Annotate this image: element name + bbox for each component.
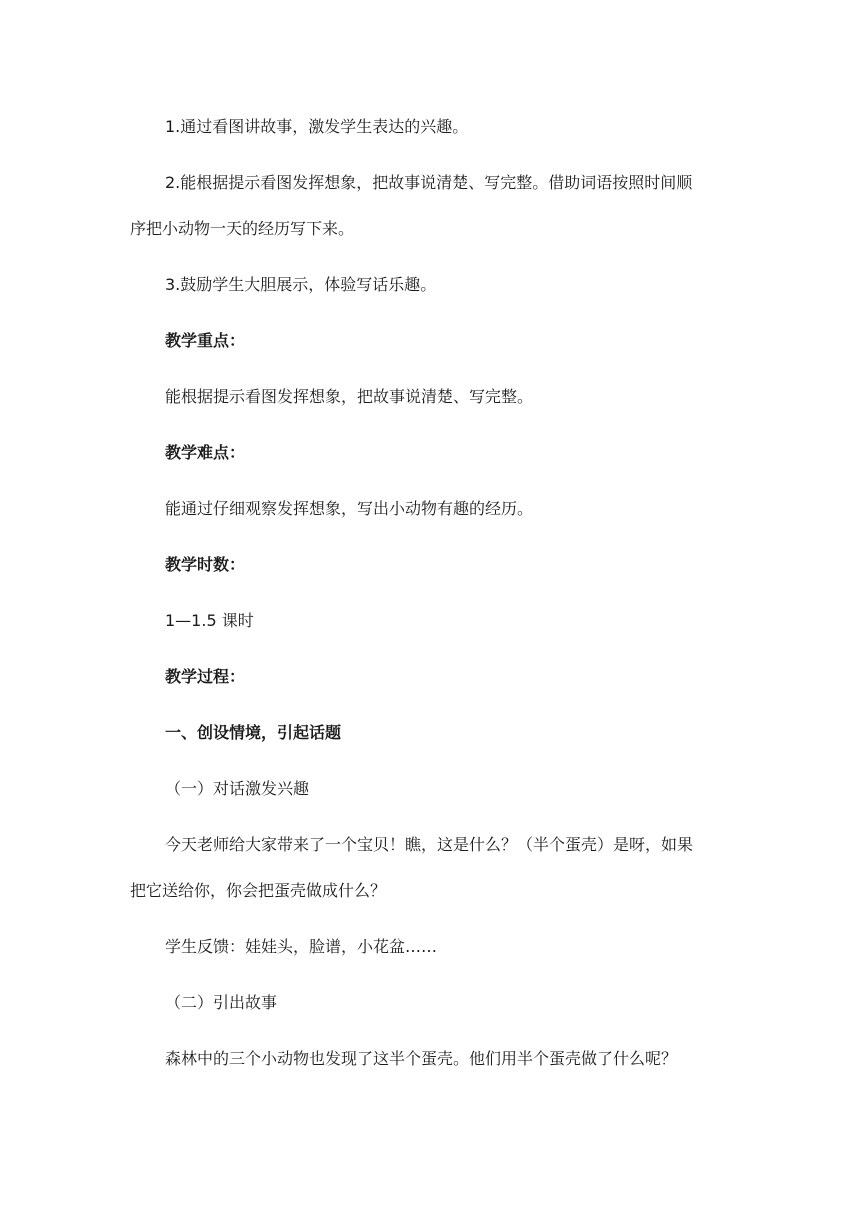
subsection-1-heading: （一）对话激发兴趣 — [165, 779, 310, 798]
process-heading: 教学过程： — [165, 667, 246, 686]
section-1-heading: 一、创设情境，引起话题 — [165, 723, 342, 742]
objective-2-line-1: 2.能根据提示看图发挥想象，把故事说清楚、写完整。借助词语按照时间顺 — [165, 173, 693, 192]
paragraph-2: 森林中的三个小动物也发现了这半个蛋壳。他们用半个蛋壳做了什么呢？ — [165, 1049, 678, 1068]
document-body — [130, 113, 733, 1073]
objective-3: 3.鼓励学生大胆展示，体验写话乐趣。 — [165, 275, 437, 294]
paragraph-1-line-2: 把它送给你，你会把蛋壳做成什么？ — [130, 881, 387, 900]
difficulty-text: 能通过仔细观察发挥想象，写出小动物有趣的经历。 — [165, 499, 534, 518]
objective-1: 1.通过看图讲故事，激发学生表达的兴趣。 — [165, 117, 469, 136]
key-point-heading: 教学重点： — [165, 331, 246, 350]
hours-text: 1—1.5 课时 — [165, 611, 254, 630]
subsection-2-heading: （二）引出故事 — [165, 993, 278, 1012]
objective-2-line-2: 序把小动物一天的经历写下来。 — [130, 219, 355, 238]
key-point-text: 能根据提示看图发挥想象，把故事说清楚、写完整。 — [165, 387, 534, 406]
difficulty-heading: 教学难点： — [165, 443, 246, 462]
paragraph-1-line-1: 今天老师给大家带来了一个宝贝！瞧，这是什么？（半个蛋壳）是呀，如果 — [165, 835, 694, 854]
hours-heading: 教学时数： — [165, 555, 246, 574]
student-feedback: 学生反馈：娃娃头，脸谱，小花盆…… — [165, 937, 438, 956]
